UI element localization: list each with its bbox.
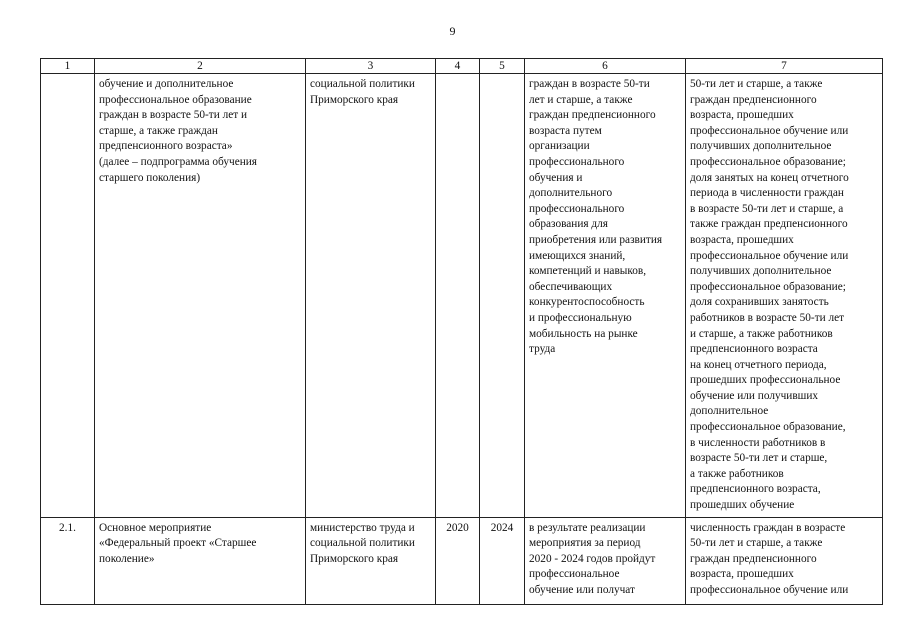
indicators: 50-ти лет и старше, а также граждан предпенсионного возраста, прошедших профессиональное обучение или получивших дополнительное профессиональное образование; доля занятых на конец отчетного периода в численности граждан в возрасте 50-ти лет и старше, а также граждан предпенсионного возраста, прошедших профессиональное обучение или получивших дополнительное профессиональное образование; доля сохранивших занятость работников в возрасте 50-ти лет и старше, а также работников предпенсионного возраста на конец отчетного периода, прошедших профессиональное обучение или получивших дополнительное профессиональное образование, в численности работников в возрасте 50-ти лет и старше, а также работников предпенсионного возраста, прошедших обучение [686, 74, 883, 518]
indicators: численность граждан в возрасте 50-ти лет и старше, а также граждан предпенсионного возраста, прошедших профессиональное обучение или [686, 517, 883, 604]
program-table [40, 58, 883, 605]
table-header-row [41, 59, 883, 74]
row-number: 2.1. [41, 517, 95, 604]
column-header: 1 [41, 59, 95, 74]
start-year [436, 74, 480, 518]
column-header: 6 [525, 59, 686, 74]
activity-name: Основное мероприятие «Федеральный проект «Старшее поколение» [95, 517, 306, 604]
table-row [41, 74, 883, 518]
column-header: 4 [436, 59, 480, 74]
activity-name: обучение и дополнительное профессиональное образование граждан в возрасте 50-ти лет и старше, а также граждан предпенсионного возраста» (далее – подпрограмма обучения старшего поколения) [95, 74, 306, 518]
column-header: 5 [480, 59, 525, 74]
column-header: 7 [686, 59, 883, 74]
expected-result: в результате реализации мероприятия за период 2020 - 2024 годов пройдут профессиональное обучение или получат [525, 517, 686, 604]
expected-result: граждан в возрасте 50-ти лет и старше, а также граждан предпенсионного возраста путем организации профессионального обучения и дополнительного профессионального образования для приобретения или развития имеющихся знаний, компетенций и навыков, обеспечивающих конкурентоспособность и профессиональную мобильность на рынке труда [525, 74, 686, 518]
executor: министерство труда и социальной политики Приморского края [306, 517, 436, 604]
row-number [41, 74, 95, 518]
executor: социальной политики Приморского края [306, 74, 436, 518]
end-year [480, 74, 525, 518]
table-row [41, 517, 883, 604]
page-number: 9 [449, 24, 456, 38]
column-header: 2 [95, 59, 306, 74]
end-year: 2024 [480, 517, 525, 604]
start-year: 2020 [436, 517, 480, 604]
column-header: 3 [306, 59, 436, 74]
